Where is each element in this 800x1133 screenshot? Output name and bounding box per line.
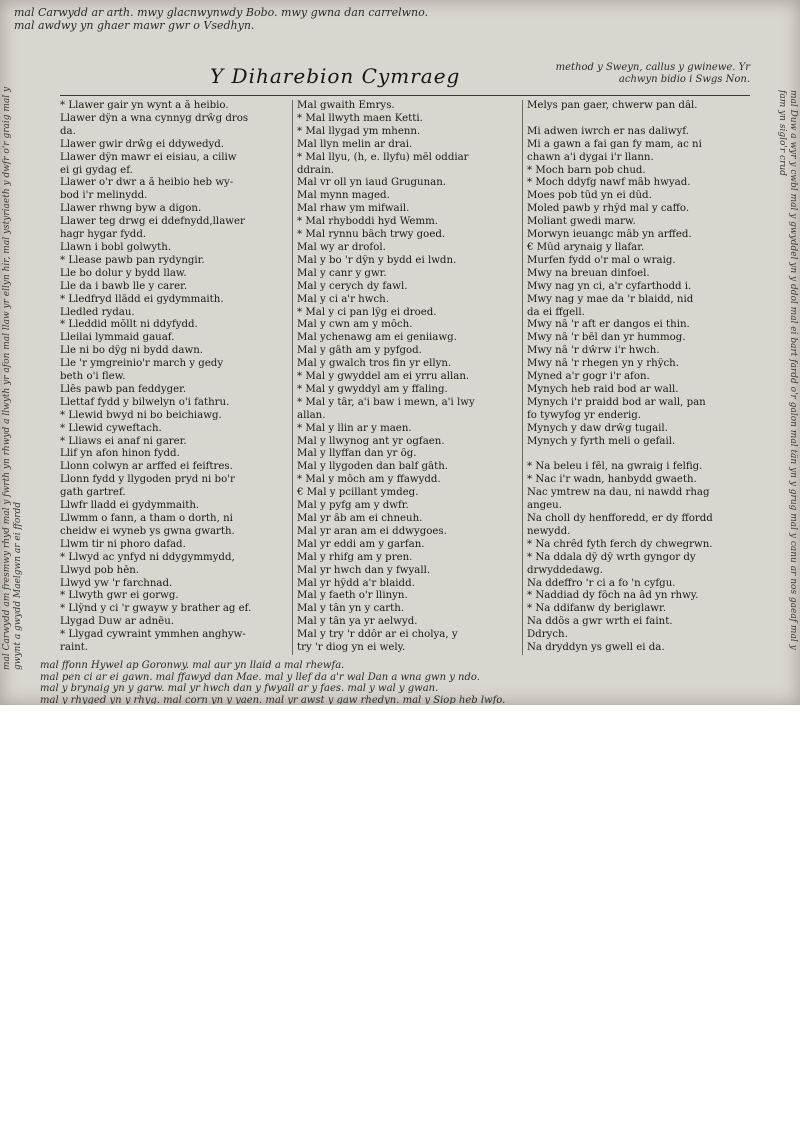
proverb-line: Ddrych. [527,629,568,641]
proverb-line: Mal y llwynog ant yr ogfaen. [297,435,445,447]
proverb-line: Murfen fydd o'r mal o wraig. [527,254,676,266]
proverb-line: Mwy nâ 'r bêl dan yr hummog. [527,332,686,344]
proverb-line: Mynych i'r praidd bod ar wall, pan [527,396,706,408]
proverb-line: Llonn fydd y llygoden pryd ni bo'r [60,474,235,486]
proverb-line: Lle bo dolur y bydd llaw. [60,267,187,279]
proverb-line: * Lleddid mŏllt ni ddyfydd. [60,319,198,331]
proverb-line: drwyddedawg. [527,564,604,576]
proverb-line: Mal y gwalch tros fin yr ellyn. [297,358,452,370]
proverb-line: * Na beleu i fêl, na gwraig i felfig. [527,461,703,473]
proverb-line: Mal y tân yn y carth. [297,603,405,615]
proverb-line: bod i'r melinydd. [60,190,148,202]
proverb-line: Mal y gâth am y pyfgod. [297,345,422,357]
bottom-note-line: mal y rhyged yn y rhyg. mal corn yn y yaen. mal yr awst y gaw rhedyn. mal y Siop heb lwfo. [40,694,506,704]
proverb-line: € Mûd arynaig y llafar. [527,241,645,253]
proverb-line: Mal yr âb am ei chneuh. [297,513,423,524]
proverb-line: Mwy nâ 'r aft er dangos ei thin. [527,319,690,331]
proverb-line: Mwy nag yn ci, a'r cyfarthodd i. [527,280,692,292]
left-margin-notes: mal Carwydd am fresmwy rhyd mal y fwrth yn rhwyd a llwyth yr afon mal llaw yr ellyn hir, mal ystyriaeth y dwfr o'r graig mal y gwynt a gwydd Maelgwn ar ei ffordd [2,86,23,670]
proverb-line: ei gi gydag ef. [60,164,133,176]
bottom-note-line: mal pen ci ar ei gawn. mal ffawyd dan Mae. mal y llef da a'r wal Dan a wna gwn y ndo. [40,671,480,683]
proverb-line: * Mal rynnu bâch trwy goed. [297,229,446,241]
proverb-line: Na choll dy henfforedd, er dy ffordd [527,513,713,524]
proverb-line: * Llwyth gwr ei gorwg. [60,590,179,602]
proverb-line: ddrain. [297,164,335,176]
proverb-line: Mi a gawn a fai gan fy mam, ac ni [527,138,702,150]
bottom-note-line: mal y brynaig yn y garw. mal yr hwch dan y fwyall ar y faes. mal y wal y gwan. [40,683,439,694]
proverb-line: * Na ddifanw dy beriglawr. [527,603,666,615]
column-2 [292,100,518,655]
proverb-line: Llonn colwyn ar arffed ei feiftres. [60,461,233,473]
proverb-line: Morwyn ieuangc mâb yn arffed. [527,229,692,241]
top-note-line: mal awdwy yn ghaer mawr gwr o Vsedhyn. [14,19,255,32]
proverb-line: Mal yr hwch dan y fwyall. [297,564,431,576]
proverb-line: Mal y pyfg am y dwfr. [297,500,409,512]
proverb-line: Mwy na breuan dinfoel. [527,267,650,279]
top-handwritten-notes [14,6,786,32]
proverb-line: * Llewid bwyd ni bo beichiawg. [60,409,222,421]
proverb-line: * Mal llyu, (h, e. llyfu) mêl oddiar [297,151,469,163]
proverb-line: Llawer rhwng byw a digon. [60,203,202,215]
proverb-line: * Na chrêd fyth ferch dy chwegrwn. [527,538,713,550]
proverb-line: * Llawer gair yn wynt a ă heibio. [60,100,229,111]
proverb-line: Na ddeffro 'r ci a fo 'n cyfgu. [527,577,676,589]
page-title: Y Diharebion Cymraeg [210,64,461,88]
right-margin-notes: mal Duw a wyr y cwbl mal y gwyddel yn y ddol mal ei bart fardd o'r galon mal tân yn y grug mal y canu ar nos gaeaf mal y fam yn siglo'r crud [777,90,798,650]
proverb-line: * Mal rhyboddi hyd Wemm. [297,216,439,228]
proverb-line: Mal yr eddi am y garfan. [297,538,425,550]
proverb-line: Llawer dŷn mawr ei eisiau, a ciliw [60,151,237,163]
proverb-line: Llwfr lladd ei gydymmaith. [60,500,200,512]
proverb-line: Mal y cerych dy fawl. [297,280,408,292]
proverb-line: Mal y cwn am y môch. [297,319,413,331]
proverb-line: beth o'i flew. [60,371,126,383]
proverb-line: Mal y llygoden dan balf gâth. [297,461,449,473]
proverb-line: * Moch barn pob chud. [527,164,646,176]
proverb-line: * Mal y gwyddel am ei yrru allan. [297,371,470,383]
proverb-line: Lleilai lymmaid gauaf. [60,332,175,344]
proverb-line: € Mal y pcillant ymdeg. [297,487,419,499]
proverb-line: Mal y canr y gwr. [297,267,387,279]
proverb-line: Mal ychenawg am ei geniiawg. [297,332,457,344]
proverb-line: Lledled rydau. [60,306,135,318]
proverb-line: Mal rhaw ym mifwail. [297,203,410,215]
proverb-line: Mal y faeth o'r llinyn. [297,590,408,602]
proverb-line: Llês pawb pan feddyger. [60,383,187,395]
proverb-line: Llwyd yw 'r farchnad. [60,577,173,589]
proverb-line: Mal y rhifg am y pren. [297,551,413,563]
proverb-line: Llettaf fydd y bilwelyn o'i fathru. [60,396,230,408]
column-1 [60,100,285,655]
proverb-line: raint. [60,642,89,654]
proverb-line: Mal y try 'r ddôr ar ei cholya, y [297,629,458,641]
proverb-line: Mi adwen iwrch er nas daliwyf. [527,125,689,137]
proverb-line: Mynych y daw drŵg tugail. [527,422,668,434]
proverb-line: Myned a'r gogr i'r afon. [527,371,650,383]
proverb-line: fo tywyfog yr enderig. [527,409,642,421]
proverb-line: * Mal y llin ar y maen. [297,422,412,434]
proverb-line: Moes pob tûd yn ei dûd. [527,190,652,202]
proverb-line: * Mal y gwyddyl am y ffaling. [297,383,448,395]
proverb-line: newydd. [527,525,571,537]
proverb-line: Llawer teg drwg ei ddefnydd,llawer [60,216,245,228]
proverb-line: * Llygad cywraint ymmhen anghyw- [60,629,246,641]
proverb-line: Na ddôs a gwr wrth ei faint. [527,616,673,628]
proverb-line: * Mal y târ, a'i baw i mewn, a'i lwy [297,396,475,408]
proverb-line: Mal llyn melin ar drai. [297,138,413,150]
proverb-line: Mal y ci a'r hwch. [297,293,389,305]
proverb-line: Mal vr oll yn iaud Grugunan. [297,177,447,189]
proverb-line: * Mal y môch am y ffawydd. [297,474,441,486]
bottom-handwritten-notes [40,660,760,704]
proverb-line: Melys pan gaer, chwerw pan dâl. [527,100,698,111]
proverb-line: * Llwyd ac ynfyd ni ddygymmydd, [60,551,235,563]
proverb-line: Mal yr hŷdd a'r blaidd. [297,577,415,589]
proverb-line: * Nac i'r wadn, hanbydd gwaeth. [527,474,697,486]
proverb-line: Mal y tân ya yr aelwyd. [297,616,418,628]
proverb-columns [60,95,750,656]
proverb-line: hagr hygar fydd. [60,229,147,241]
proverb-line [527,113,751,126]
proverb-line: Mal y llyffan dan yr ôg. [297,448,417,460]
proverb-line: * Moch ddyfg nawf mâb hwyad. [527,177,691,189]
proverb-line: * Llŷnd y ci 'r gwayw y brather ag ef. [60,603,252,615]
proverb-line: * Llewid cyweftach. [60,422,162,434]
proverb-line: Moliant gwedi marw. [527,216,636,228]
proverb-line [527,448,751,461]
proverb-line: Llawer o'r dwr a ă heibio heb wy- [60,177,234,189]
proverb-line: * Mal y ci pan lŷg ei droed. [297,306,437,318]
header [60,62,750,92]
proverb-line: Mwy nâ 'r dŵrw i'r hwch. [527,345,660,357]
proverb-line: Mynych y fyrth meli o gefail. [527,435,676,447]
proverb-line: Mal wy ar drofol. [297,241,386,253]
proverb-line: Llif yn afon hinon fydd. [60,448,180,460]
proverb-line: Mwy nag y mae da 'r blaidd, nid [527,293,694,305]
proverb-line: chawn a'i dygai i'r llann. [527,151,654,163]
proverb-line: Mynych heb raid bod ar wall. [527,383,679,395]
proverb-line: Mal gwaith Emrys. [297,100,395,111]
proverb-line: * Lledfryd llâdd ei gydymmaith. [60,293,224,305]
proverb-line: * Mal llygad ym mhenn. [297,125,421,137]
proverb-line: Na dryddyn ys gwell ei da. [527,642,665,654]
proverb-line: Mal y bo 'r dŷn y bydd ei lwdn. [297,254,457,266]
title-annotation: method y Sweyn, callus y gwinewe. Yr achwyn bidio i Swgs Non. [555,62,750,85]
proverb-line: gath gartref. [60,487,126,499]
proverb-line: * Mal llwyth maen Ketti. [297,112,423,124]
proverb-line: Mwy nâ 'r rhegen yn y rhŷch. [527,358,679,370]
proverb-line: * Na ddala dŷ dŷ wrth gyngor dy [527,551,696,563]
proverb-line: Lle ni bo dŷg ni bydd dawn. [60,345,204,357]
proverb-line: Lle 'r ymgreinio'r march y gedy [60,358,224,370]
proverb-line: Llawer gwir drŵg ei ddywedyd. [60,138,225,150]
proverb-line: Llawer dŷn a wna cynnyg drŵg dros [60,112,249,124]
proverb-line: Moled pawb y rhŷd mal y caffo. [527,203,690,215]
bottom-note-line: mal ffonn Hywel ap Goronwy. mal aur yn llaid a mal rhewfa. [40,660,345,671]
proverb-line: Llwm tir ni phoro dafad. [60,538,186,550]
proverb-line: Nac ymtrew na dau, ni nawdd rhag [527,487,710,499]
proverb-line: allan. [297,409,326,421]
column-3 [522,100,751,655]
proverb-line: Llawn i bobl golwyth. [60,241,172,253]
proverb-line: Mal mynn maged. [297,190,390,202]
proverb-line: * Lliaws ei anaf ni garer. [60,435,187,447]
proverb-line: Llwmm o fann, a tham o dorth, ni [60,513,233,524]
top-note-line: mal Carwydd ar arth. mwy glacnwynwdy Bobo. mwy gwna dan carrelwno. [14,6,429,19]
proverb-line: * Llease pawb pan rydyngir. [60,254,205,266]
proverb-line: Lle da i bawb lle y carer. [60,280,188,292]
proverb-line: Llygad Duw ar adnēu. [60,616,174,628]
proverb-line: try 'r diog yn ei wely. [297,642,406,654]
proverb-line: * Naddiad dy fôch na âd yn rhwy. [527,590,699,602]
proverb-line: cheidw ei wyneb ys gwna gwarth. [60,525,235,537]
proverb-line: Mal yr aran am ei ddwygoes. [297,525,447,537]
proverb-line: da. [60,125,76,137]
proverb-line: da ei ffgell. [527,306,585,318]
proverb-line: Llwyd pob hěn. [60,564,140,576]
proverb-line: angeu. [527,500,562,512]
